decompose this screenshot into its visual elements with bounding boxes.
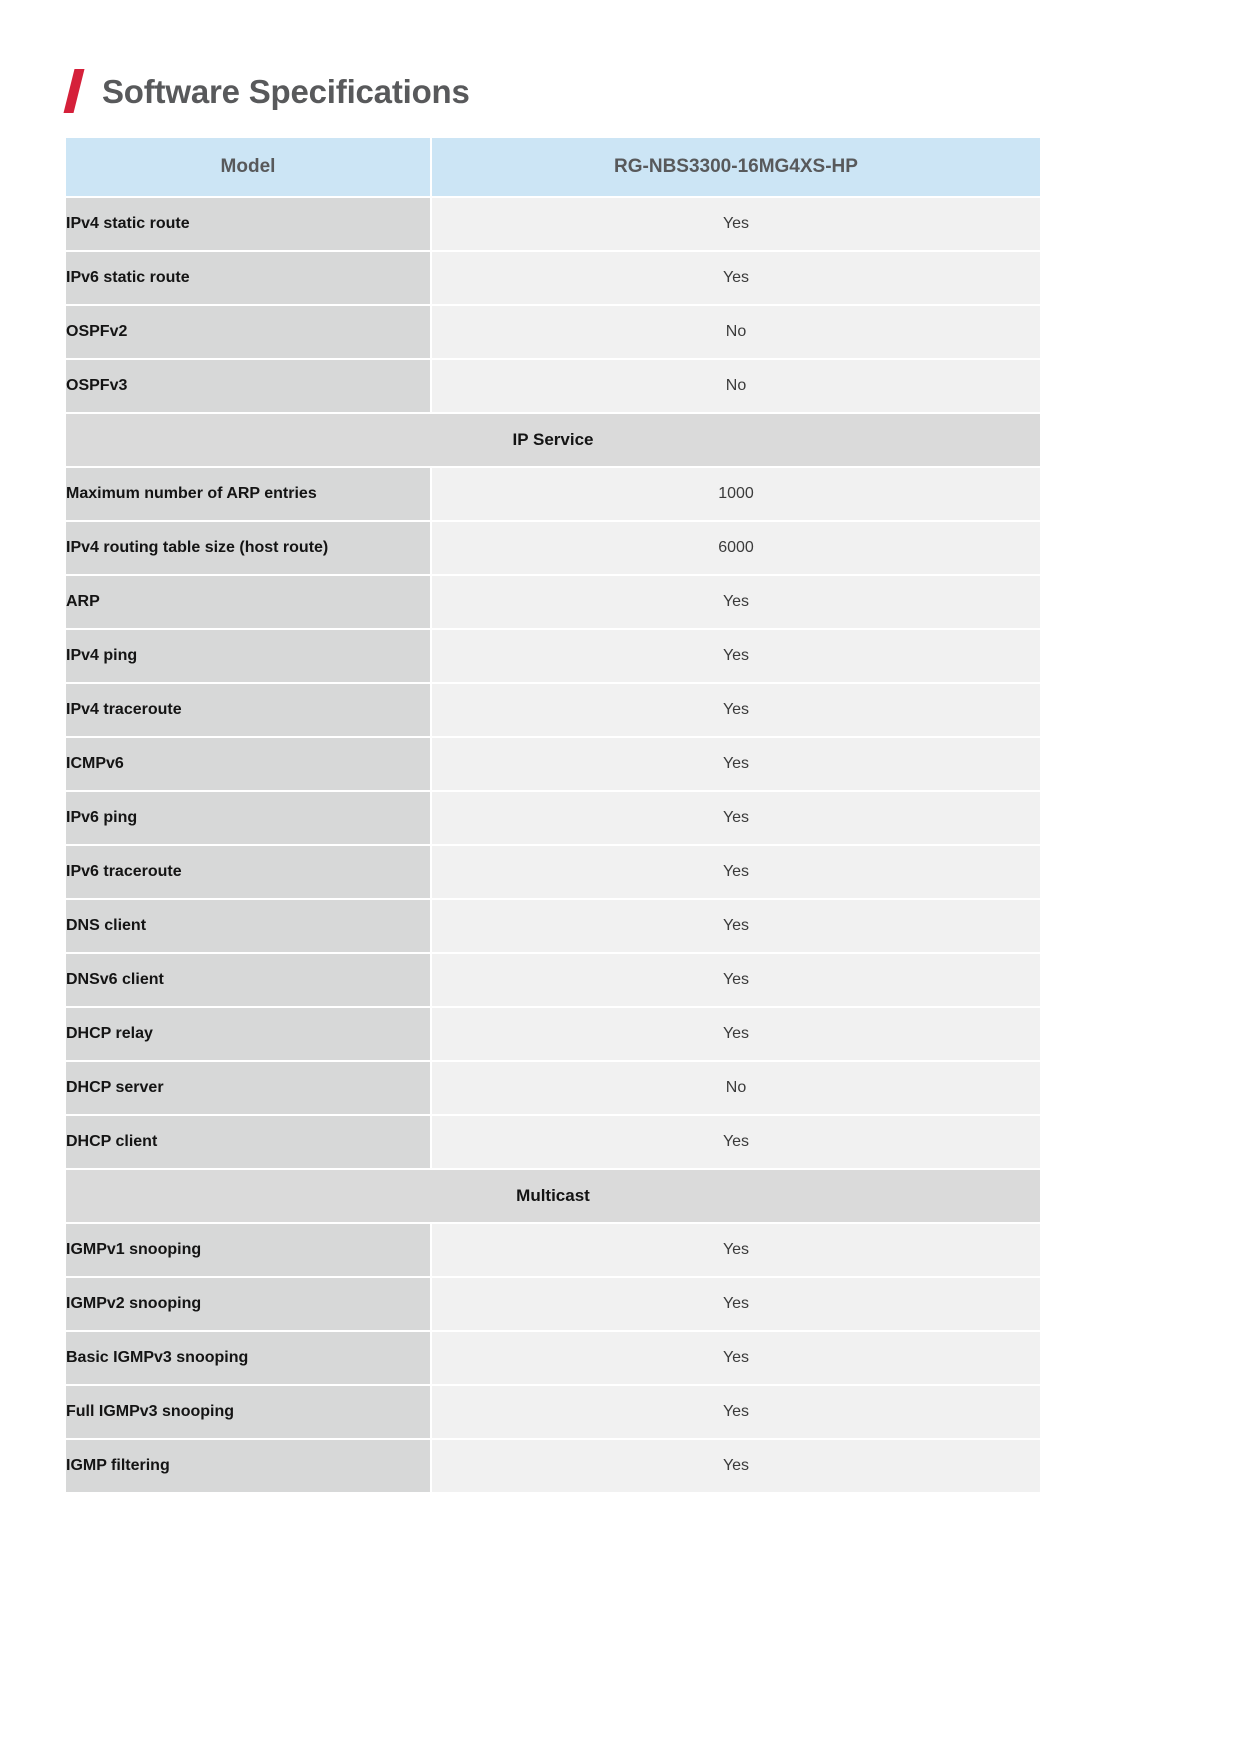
feature-label: OSPFv2 [66,306,432,358]
feature-value: Yes [432,738,1040,790]
table-row [66,468,1040,520]
table-row [66,576,1040,628]
table-row [66,198,1040,250]
table-row [66,738,1040,790]
feature-value: Yes [432,252,1040,304]
table-body [66,198,1040,1492]
red-slash-icon [66,69,88,113]
feature-label: IPv6 static route [66,252,432,304]
table-header [66,138,1040,196]
feature-value: 6000 [432,522,1040,574]
feature-label: ICMPv6 [66,738,432,790]
table-row [66,1008,1040,1060]
table-row [66,630,1040,682]
feature-label: DHCP client [66,1116,432,1168]
table-row [66,954,1040,1006]
feature-value: No [432,1062,1040,1114]
feature-value: No [432,360,1040,412]
table-row [66,1116,1040,1168]
feature-value: Yes [432,846,1040,898]
feature-value: Yes [432,1332,1040,1384]
feature-value: Yes [432,1224,1040,1276]
column-header-model: Model [66,138,432,196]
section-header-row [66,414,1040,466]
feature-value: Yes [432,576,1040,628]
feature-label: DNSv6 client [66,954,432,1006]
feature-label: IGMP filtering [66,1440,432,1492]
table-row [66,1332,1040,1384]
feature-label: Basic IGMPv3 snooping [66,1332,432,1384]
feature-label: IPv4 routing table size (host route) [66,522,432,574]
feature-value: Yes [432,1116,1040,1168]
feature-value: Yes [432,1008,1040,1060]
table-row [66,252,1040,304]
feature-label: DHCP relay [66,1008,432,1060]
table-row [66,306,1040,358]
section-header-label: IP Service [66,414,1040,466]
feature-value: Yes [432,198,1040,250]
table-row [66,360,1040,412]
table-row [66,792,1040,844]
feature-label: Maximum number of ARP entries [66,468,432,520]
table-row [66,900,1040,952]
feature-value: Yes [432,1386,1040,1438]
feature-label: IPv6 traceroute [66,846,432,898]
feature-label: DHCP server [66,1062,432,1114]
feature-value: No [432,306,1040,358]
feature-value: Yes [432,1440,1040,1492]
table-row [66,1440,1040,1492]
table-row [66,1062,1040,1114]
section-header-row [66,1170,1040,1222]
feature-label: OSPFv3 [66,360,432,412]
feature-label: IPv4 ping [66,630,432,682]
column-header-model-value: RG-NBS3300-16MG4XS-HP [432,138,1040,196]
feature-label: IPv6 ping [66,792,432,844]
feature-label: IPv4 static route [66,198,432,250]
feature-value: Yes [432,630,1040,682]
feature-label: IGMPv1 snooping [66,1224,432,1276]
feature-label: IPv4 traceroute [66,684,432,736]
feature-value: Yes [432,792,1040,844]
table-row [66,522,1040,574]
feature-value: Yes [432,1278,1040,1330]
table-row [66,1224,1040,1276]
page-title-row [66,60,1174,122]
page-title: Software Specifications [102,72,470,110]
software-specifications-table [66,136,1040,1494]
feature-value: 1000 [432,468,1040,520]
feature-label: DNS client [66,900,432,952]
feature-value: Yes [432,684,1040,736]
feature-label: ARP [66,576,432,628]
table-header-row [66,138,1040,196]
feature-value: Yes [432,954,1040,1006]
table-row [66,846,1040,898]
section-header-label: Multicast [66,1170,1040,1222]
feature-label: IGMPv2 snooping [66,1278,432,1330]
feature-label: Full IGMPv3 snooping [66,1386,432,1438]
feature-value: Yes [432,900,1040,952]
table-row [66,684,1040,736]
table-row [66,1386,1040,1438]
table-row [66,1278,1040,1330]
